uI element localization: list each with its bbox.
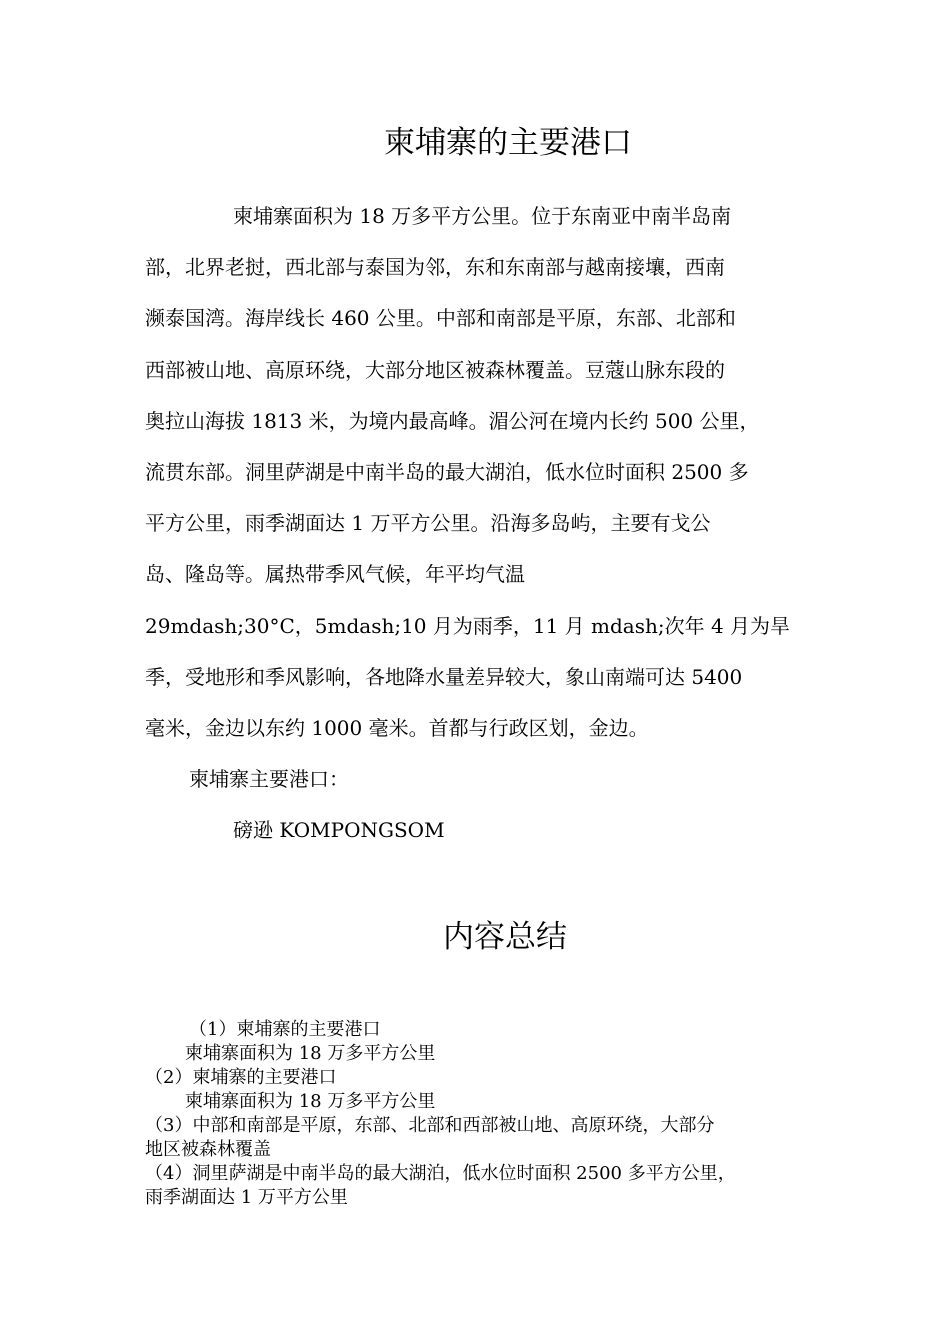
body-text xyxy=(145,196,825,861)
body-line: 柬埔寨面积为 18 万多平方公里。位于东南亚中南半岛南 xyxy=(233,204,732,228)
summary-line: 柬埔寨面积为 18 万多平方公里 xyxy=(185,1091,436,1112)
summary-list xyxy=(145,1018,805,1210)
summary-line: （1）柬埔寨的主要港口 xyxy=(189,1019,381,1040)
summary-line: （2）柬埔寨的主要港口 xyxy=(145,1067,337,1088)
summary-line: （3）中部和南部是平原，东部、北部和西部被山地、高原环绕，大部分 xyxy=(145,1115,715,1136)
body-line: 流贯东部。洞里萨湖是中南半岛的最大湖泊，低水位时面积 2500 多 xyxy=(145,459,749,484)
ports-label: 柬埔寨主要港口： xyxy=(189,767,349,792)
port-name: 磅逊 KOMPONGSOM xyxy=(233,818,445,843)
summary-line: （4）洞里萨湖是中南半岛的最大湖泊，低水位时面积 2500 多平方公里， xyxy=(145,1163,736,1184)
body-line: 西部被山地、高原环绕，大部分地区被森林覆盖。豆蔻山脉东段的 xyxy=(145,357,725,382)
body-line: 29mdash;30°C，5mdash;10 月为雨季，11 月 mdash;次年 4 月为旱 xyxy=(145,613,791,638)
summary-line: 雨季湖面达 1 万平方公里 xyxy=(145,1187,348,1208)
body-line: 部，北界老挝，西北部与泰国为邻，东和东南部与越南接壤，西南 xyxy=(145,255,725,280)
summary-line: 地区被森林覆盖 xyxy=(145,1139,271,1160)
summary-line: 柬埔寨面积为 18 万多平方公里 xyxy=(185,1043,436,1064)
body-line: 濒泰国湾。海岸线长 460 公里。中部和南部是平原，东部、北部和 xyxy=(145,306,736,331)
body-line: 奥拉山海拔 1813 米，为境内最高峰。湄公河在境内长约 500 公里， xyxy=(145,408,760,433)
body-line: 岛、隆岛等。属热带季风气候，年平均气温 xyxy=(145,562,525,587)
body-line: 毫米，金边以东约 1000 毫米。首都与行政区划，金边。 xyxy=(145,715,649,740)
body-line: 季，受地形和季风影响，各地降水量差异较大，象山南端可达 5400 xyxy=(145,664,743,689)
body-line: 平方公里，雨季湖面达 1 万平方公里。沿海多岛屿，主要有戈公 xyxy=(145,511,711,536)
summary-title: 内容总结 xyxy=(443,919,567,955)
page-title: 柬埔寨的主要港口 xyxy=(384,125,632,161)
